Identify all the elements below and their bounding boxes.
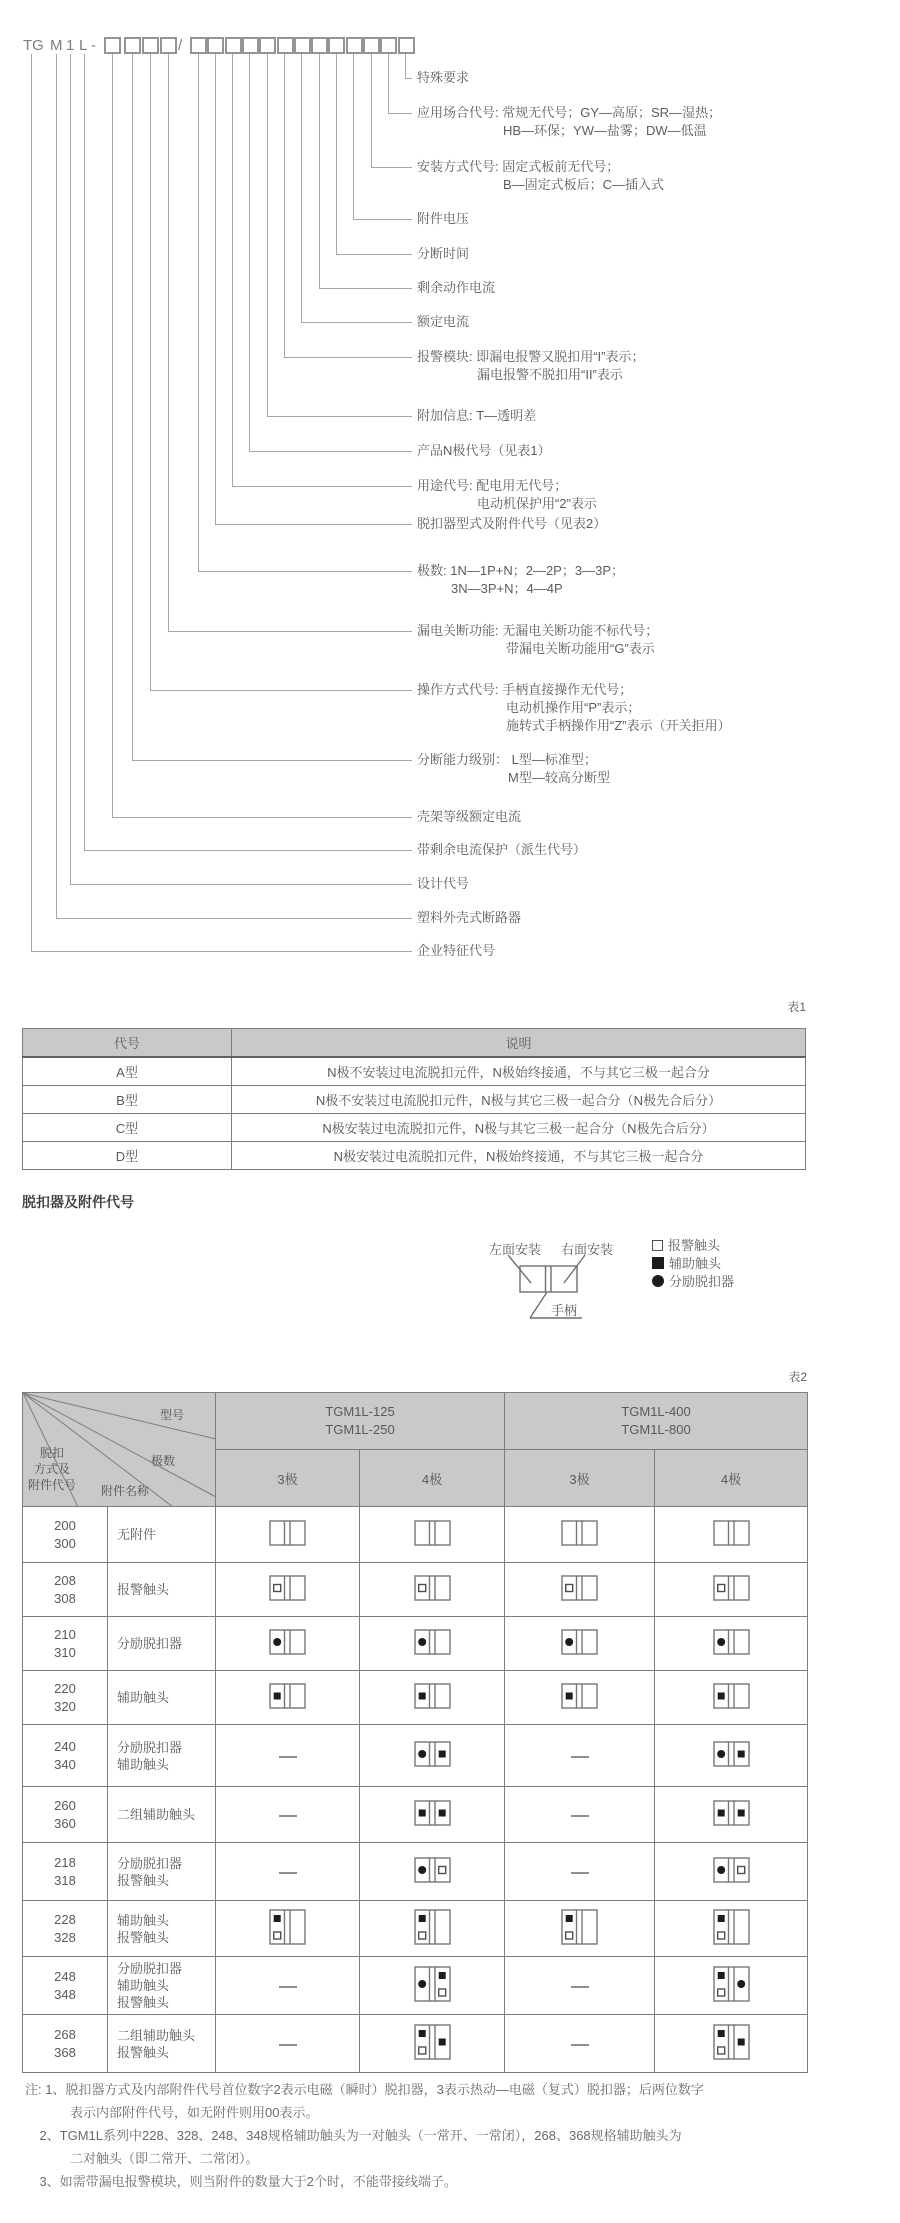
table2-icon-cell (360, 1843, 505, 1901)
leader-hline (150, 690, 412, 691)
leader-hline (405, 78, 412, 79)
model-box (104, 37, 121, 54)
note-line: 二对触头（即二常开、二常闭）。 (70, 2151, 259, 2166)
model-box (294, 37, 311, 54)
leader-hline (284, 357, 412, 358)
leader-hline (168, 631, 412, 632)
table2-icon-cell (655, 1843, 808, 1901)
table2-icon-cell (655, 1507, 808, 1563)
table2-icon-cell (505, 1725, 655, 1787)
breaker-accessory-icon (269, 1683, 306, 1709)
leader-hline (267, 416, 412, 417)
leader-hline (353, 219, 412, 220)
table2-icon-cell (360, 2015, 505, 2073)
callout-label (417, 751, 610, 787)
table2-icon-cell (505, 1507, 655, 1563)
leader-vline (150, 54, 151, 690)
table2-icon-cell (360, 1787, 505, 1843)
note-line: 表示内部附件代号，如无附件则用00表示。 (70, 2105, 319, 2120)
table2-icon-cell (505, 2015, 655, 2073)
legend-label: 分励脱扣器 (669, 1274, 735, 1289)
callout-main: 脱扣器型式及附件代号（见表2） (417, 516, 607, 531)
callout-cont: 3N—3P+N；4—4P (451, 581, 563, 596)
callout-label (417, 841, 586, 859)
handle-label: 手柄 (551, 1303, 578, 1318)
breaker-accessory-icon (713, 1629, 750, 1655)
leader-vline (319, 54, 320, 288)
table2-row (23, 1957, 808, 2015)
table1-cell: A型 (23, 1057, 232, 1086)
table2-poles-header: 3极 (216, 1450, 360, 1507)
model-box (225, 37, 242, 54)
model-box (259, 37, 276, 54)
not-available-dash (571, 1815, 589, 1817)
not-available-dash (571, 1872, 589, 1874)
right-mount-label: 右面安装 (561, 1242, 614, 1257)
leader-vline (232, 54, 233, 486)
section-title-trip-accessory-codes: 脱扣器及附件代号 (22, 1194, 134, 1210)
table1-cell: C型 (23, 1114, 232, 1142)
leader-vline (371, 54, 372, 167)
table2-accessory-name-cell: 分励脱扣器 (108, 1617, 216, 1671)
table2-code-cell: 210 310 (23, 1617, 108, 1671)
model-char: 1 (66, 37, 75, 54)
corner-label-trip: 脱扣 方式及 附件代号 (28, 1446, 77, 1492)
table2-icon-cell (360, 1563, 505, 1617)
table2-row (23, 1787, 808, 1843)
table2-trip-accessory-matrix (22, 1392, 808, 2073)
breaker-accessory-icon (414, 1857, 451, 1883)
table2-row (23, 1671, 808, 1725)
callout-label (417, 562, 624, 598)
callout-label (417, 104, 721, 140)
callout-cont: 电动机保护用“2”表示 (477, 496, 597, 511)
leader-hline (31, 951, 412, 952)
leader-vline (215, 54, 216, 524)
note-line: 3、如需带漏电报警模块，则当附件的数量大于2个时，不能带接线端子。 (25, 2174, 457, 2189)
leader-vline (301, 54, 302, 322)
callout-main: 报警模块: 即漏电报警又脱扣用“I”表示； (417, 349, 645, 364)
table2-icon-cell (360, 1957, 505, 2015)
table1-caption: 表1 (787, 1000, 806, 1014)
legend-item (652, 1238, 720, 1254)
model-box (277, 37, 294, 54)
callout-main: 企业特征代号 (417, 943, 496, 958)
table1-header (23, 1029, 806, 1058)
not-available-dash (279, 2044, 297, 2046)
table1-cell: N极安装过电流脱扣元件，N极与其它三极一起合分（N极先合后分） (232, 1114, 806, 1142)
table2-icon-cell (655, 1671, 808, 1725)
table2-icon-cell (505, 1843, 655, 1901)
not-available-dash (571, 1986, 589, 1988)
table2-body (23, 1393, 808, 2073)
model-box (124, 37, 141, 54)
callout-label (417, 909, 521, 927)
callout-main: 分断能力级别： L型—标准型； (417, 752, 597, 767)
model-box (160, 37, 177, 54)
table2-accessory-name-cell: 分励脱扣器 辅助触头 (108, 1725, 216, 1787)
leader-vline (84, 54, 85, 850)
leader-hline (84, 850, 412, 851)
breaker-accessory-icon (414, 1520, 451, 1546)
table2-icon-cell (360, 1725, 505, 1787)
table2-icon-cell (655, 1617, 808, 1671)
leader-hline (371, 167, 412, 168)
legend-item (652, 1274, 734, 1290)
breaker-accessory-icon (414, 1909, 451, 1945)
not-available-dash (279, 1872, 297, 1874)
table2-code-cell: 220 320 (23, 1671, 108, 1725)
table2-row (23, 2015, 808, 2073)
corner-label-poles: 极数 (151, 1454, 176, 1468)
table2-model-group-header: TGM1L-400 TGM1L-800 (505, 1393, 808, 1450)
table2-accessory-name-cell: 二组辅助触头 (108, 1787, 216, 1843)
callout-label (417, 158, 664, 194)
callout-label (417, 622, 658, 658)
callout-cont: 漏电报警不脱扣用“II”表示 (477, 367, 623, 382)
leader-vline (267, 54, 268, 416)
table2-icon-cell (505, 1787, 655, 1843)
breaker-accessory-icon (713, 1575, 750, 1601)
table2-row (23, 1617, 808, 1671)
leader-vline (56, 54, 57, 918)
table2-corner-cell (23, 1393, 216, 1507)
leader-vline (70, 54, 71, 884)
table2-icon-cell (216, 1901, 360, 1957)
table2-icon-cell (655, 1725, 808, 1787)
breaker-accessory-icon (713, 1683, 750, 1709)
callout-label (417, 477, 597, 513)
callout-main: 分断时间 (417, 246, 470, 261)
leader-hline (388, 113, 412, 114)
not-available-dash (279, 1756, 297, 1758)
callout-main: 剩余动作电流 (417, 280, 496, 295)
callout-label (417, 808, 521, 826)
callout-main: 附件电压 (417, 211, 470, 226)
table1-col-header: 代号 (23, 1029, 232, 1058)
callout-main: 漏电关断功能: 无漏电关断功能不标代号； (417, 623, 659, 638)
table1-cell: D型 (23, 1142, 232, 1170)
table2-icon-cell (655, 1957, 808, 2015)
table2-group-header-row (23, 1393, 808, 1450)
table2-icon-cell (655, 1787, 808, 1843)
table2-code-cell: 228 328 (23, 1901, 108, 1957)
breaker-accessory-icon (561, 1520, 598, 1546)
note-line: 注: 1、脱扣器方式及内部附件代号首位数字2表示电磁（瞬时）脱扣器，3表示热动—电磁（复式）脱扣器；后两位数字 (25, 2082, 704, 2097)
table2-icon-cell (216, 1843, 360, 1901)
table2-icon-cell (655, 1901, 808, 1957)
leader-vline (388, 54, 389, 113)
breaker-accessory-icon (269, 1575, 306, 1601)
leader-hline (56, 918, 412, 919)
model-box (242, 37, 259, 54)
handle-diagram-drawing (470, 1236, 650, 1326)
table2-icon-cell (216, 1957, 360, 2015)
breaker-accessory-icon (414, 2024, 451, 2060)
table2-icon-cell (505, 1957, 655, 2015)
table2-row (23, 1507, 808, 1563)
breaker-accessory-icon (269, 1520, 306, 1546)
table2-caption: 表2 (788, 1370, 807, 1384)
table1-cell: B型 (23, 1086, 232, 1114)
breaker-accessory-icon (713, 1909, 750, 1945)
leader-vline (336, 54, 337, 254)
callout-label (417, 348, 645, 384)
callout-label (417, 210, 469, 228)
breaker-accessory-icon (269, 1909, 306, 1945)
breaker-accessory-icon (561, 1575, 598, 1601)
table2-row (23, 1901, 808, 1957)
table2-icon-cell (216, 1563, 360, 1617)
model-char: - (91, 37, 96, 54)
leader-hline (132, 760, 412, 761)
model-char: L (79, 37, 88, 54)
table1-body (23, 1057, 806, 1170)
table2-icon-cell (216, 1617, 360, 1671)
table2-icon-cell (360, 1617, 505, 1671)
callout-label (417, 442, 551, 460)
callout-main: 壳架等级额定电流 (417, 809, 522, 824)
breaker-accessory-icon (713, 1741, 750, 1767)
leader-hline (249, 451, 412, 452)
leader-vline (284, 54, 285, 357)
table2-code-cell: 268 368 (23, 2015, 108, 2073)
callout-label (417, 681, 731, 735)
table2-icon-cell (360, 1507, 505, 1563)
breaker-accessory-icon (414, 1800, 451, 1826)
callout-label (417, 407, 536, 425)
table1-row (23, 1057, 806, 1086)
callout-cont: HB—环保；YW—盐雾；DW—低温 (503, 123, 707, 138)
callout-cont: 施转式手柄操作用“Z”表示（开关拒用） (506, 718, 731, 733)
breaker-accessory-icon (713, 1520, 750, 1546)
leader-vline (249, 54, 250, 451)
table2-poles-header: 3极 (505, 1450, 655, 1507)
table2-code-cell: 218 318 (23, 1843, 108, 1901)
breaker-accessory-icon (414, 1966, 451, 2002)
callout-label (417, 875, 469, 893)
legend-label: 报警触头 (668, 1238, 721, 1253)
callout-main: 附加信息: T—透明差 (417, 408, 537, 423)
callout-label (417, 69, 469, 87)
model-box (346, 37, 363, 54)
legend-item (652, 1256, 721, 1272)
table2-accessory-name-cell: 辅助触头 报警触头 (108, 1901, 216, 1957)
breaker-accessory-icon (713, 2024, 750, 2060)
breaker-accessory-icon (713, 1966, 750, 2002)
leader-vline (405, 54, 406, 78)
model-box (142, 37, 159, 54)
callout-main: 极数: 1N—1P+N；2—2P；3—3P； (417, 563, 624, 578)
table2-icon-cell (360, 1901, 505, 1957)
table2-accessory-name-cell: 分励脱扣器 报警触头 (108, 1843, 216, 1901)
leader-vline (198, 54, 199, 571)
table2-accessory-name-cell: 二组辅助触头 报警触头 (108, 2015, 216, 2073)
callout-main: 设计代号 (417, 876, 470, 891)
table2-icon-cell (360, 1671, 505, 1725)
leader-hline (198, 571, 412, 572)
table2-code-cell: 248 348 (23, 1957, 108, 2015)
table1-row (23, 1114, 806, 1142)
callout-label (417, 942, 495, 960)
shunt-release-icon (652, 1275, 664, 1287)
leader-hline (232, 486, 412, 487)
table2-row (23, 1725, 808, 1787)
callout-cont: 带漏电关断功能用“G”表示 (506, 641, 655, 656)
model-box (380, 37, 397, 54)
model-slash: / (178, 37, 183, 54)
table2-icon-cell (216, 1507, 360, 1563)
model-box (311, 37, 328, 54)
table1-row (23, 1086, 806, 1114)
legend-label: 辅助触头 (669, 1256, 722, 1271)
callout-main: 额定电流 (417, 314, 470, 329)
callout-main: 操作方式代号: 手柄直接操作无代号； (417, 682, 633, 697)
table2-code-cell: 200 300 (23, 1507, 108, 1563)
table2-accessory-name-cell: 辅助触头 (108, 1671, 216, 1725)
table2-code-cell: 260 360 (23, 1787, 108, 1843)
left-mount-label: 左面安装 (489, 1242, 542, 1257)
callout-main: 带剩余电流保护（派生代号） (417, 842, 587, 857)
leader-hline (70, 884, 412, 885)
not-available-dash (571, 1756, 589, 1758)
leader-vline (132, 54, 133, 760)
callout-label (417, 515, 606, 533)
corner-label-model: 型号 (160, 1408, 185, 1422)
table2-icon-cell (655, 1563, 808, 1617)
callout-main: 用途代号: 配电用无代号； (417, 478, 568, 493)
breaker-accessory-icon (713, 1857, 750, 1883)
note-line: 2、TGM1L系列中228、328、248、348规格辅助触头为一对触头（一常开、一常闭），268、368规格辅助触头为 (25, 2128, 682, 2143)
table2-icon-cell (505, 1901, 655, 1957)
model-box (207, 37, 224, 54)
breaker-accessory-icon (269, 1629, 306, 1655)
leader-hline (215, 524, 412, 525)
table2-code-cell: 240 340 (23, 1725, 108, 1787)
callout-label (417, 313, 469, 331)
callout-main: 安装方式代号: 固定式板前无代号； (417, 159, 620, 174)
table2-icon-cell (216, 2015, 360, 2073)
callout-main: 产品N极代号（见表1） (417, 443, 551, 458)
not-available-dash (279, 1815, 297, 1817)
model-box (190, 37, 207, 54)
table2-icon-cell (216, 1787, 360, 1843)
leader-vline (168, 54, 169, 631)
callout-label (417, 279, 495, 297)
table2-code-cell: 208 308 (23, 1563, 108, 1617)
leader-hline (112, 817, 412, 818)
table1-col-header: 说明 (232, 1029, 806, 1058)
callout-cont: M型—较高分断型 (508, 770, 610, 785)
model-char: M (50, 37, 63, 54)
callout-main: 塑料外壳式断路器 (417, 910, 522, 925)
breaker-accessory-icon (414, 1741, 451, 1767)
model-char: TG (23, 37, 44, 54)
table1-header-row (23, 1029, 806, 1058)
table1-cell: N极不安装过电流脱扣元件，N极始终接通，不与其它三极一起合分 (232, 1057, 806, 1086)
table2-poles-header: 4极 (655, 1450, 808, 1507)
leader-vline (353, 54, 354, 219)
callout-cont: B—固定式板后；C—插入式 (503, 177, 665, 192)
breaker-accessory-icon (414, 1629, 451, 1655)
model-box (328, 37, 345, 54)
corner-label-accessory: 附件名称 (101, 1484, 150, 1498)
leader-hline (301, 322, 412, 323)
callout-main: 应用场合代号: 常规无代号；GY—高原；SR—湿热； (417, 105, 722, 120)
leader-vline (31, 54, 32, 951)
breaker-accessory-icon (561, 1683, 598, 1709)
breaker-accessory-icon (561, 1629, 598, 1655)
table2-icon-cell (505, 1671, 655, 1725)
auxiliary-contact-icon (652, 1257, 664, 1269)
table1-cell: N极不安装过电流脱扣元件，N极与其它三极一起合分（N极先合后分） (232, 1086, 806, 1114)
table1-cell: N极安装过电流脱扣元件，N极始终接通，不与其它三极一起合分 (232, 1142, 806, 1170)
breaker-accessory-icon (713, 1800, 750, 1826)
not-available-dash (571, 2044, 589, 2046)
breaker-accessory-icon (414, 1683, 451, 1709)
leader-vline (112, 54, 113, 817)
table2-icon-cell (216, 1725, 360, 1787)
table2-icon-cell (505, 1563, 655, 1617)
table2-poles-header: 4极 (360, 1450, 505, 1507)
table1-row (23, 1142, 806, 1170)
leader-hline (319, 288, 412, 289)
table2-accessory-name-cell: 无附件 (108, 1507, 216, 1563)
breaker-accessory-icon (414, 1575, 451, 1601)
table2-model-group-header: TGM1L-125 TGM1L-250 (216, 1393, 505, 1450)
alarm-contact-icon (652, 1240, 663, 1251)
not-available-dash (279, 1986, 297, 1988)
table2-row (23, 1843, 808, 1901)
leader-hline (336, 254, 412, 255)
table2-row (23, 1563, 808, 1617)
table2-icon-cell (655, 2015, 808, 2073)
model-box (398, 37, 415, 54)
callout-label (417, 245, 469, 263)
model-box (363, 37, 380, 54)
table2-icon-cell (505, 1617, 655, 1671)
table2-icon-cell (216, 1671, 360, 1725)
breaker-accessory-icon (561, 1909, 598, 1945)
table2-accessory-name-cell: 报警触头 (108, 1563, 216, 1617)
callout-cont: 电动机操作用“P”表示； (506, 700, 641, 715)
table1-n-pole-codes (22, 1028, 806, 1170)
callout-main: 特殊要求 (417, 70, 470, 85)
table2-accessory-name-cell: 分励脱扣器 辅助触头 报警触头 (108, 1957, 216, 2015)
